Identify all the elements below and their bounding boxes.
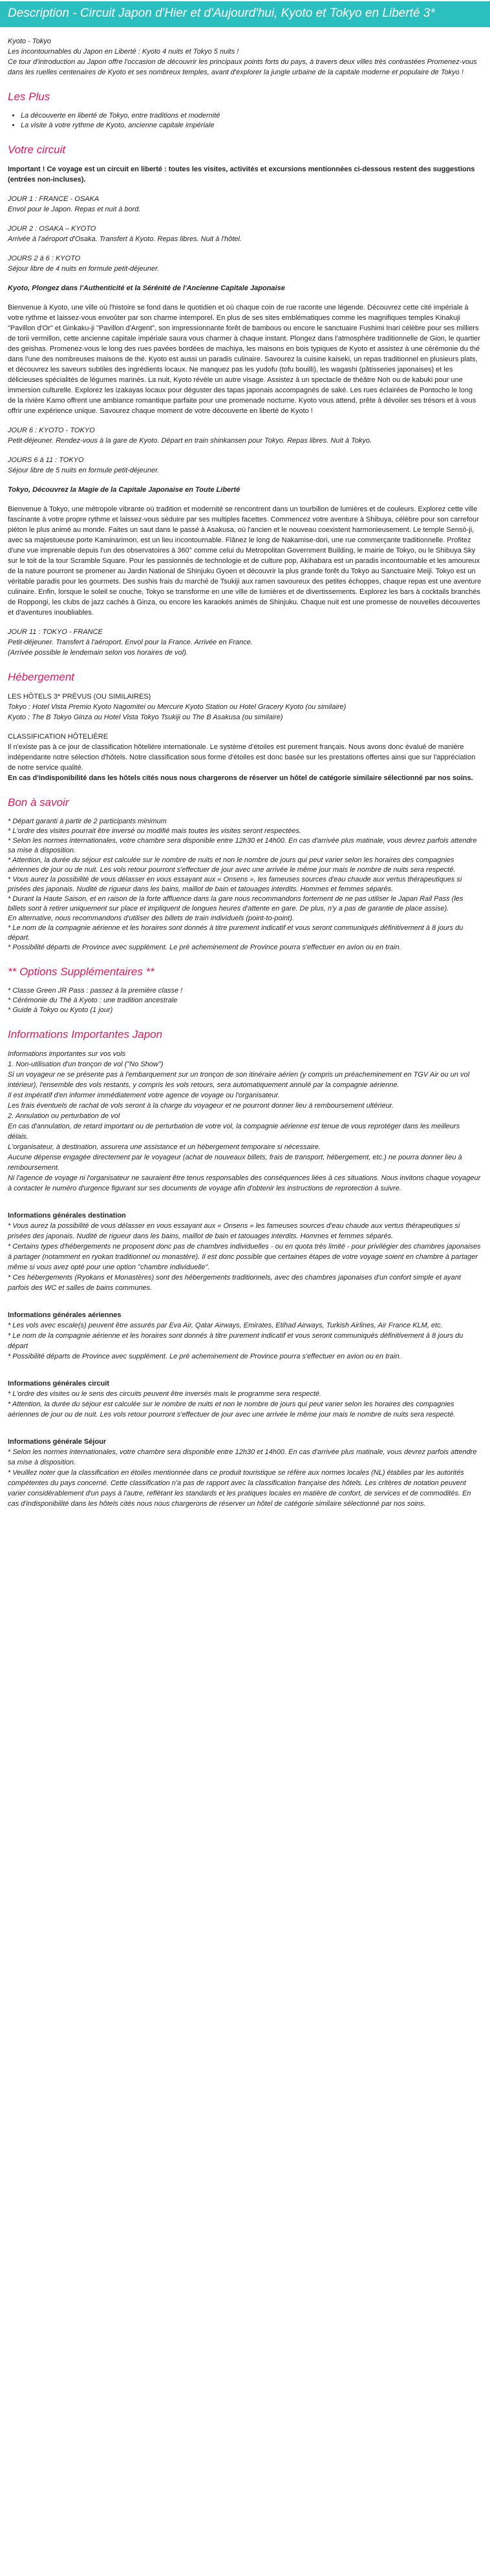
- bon-a-savoir-item: * Départ garanti à partir de 2 participants minimum: [8, 818, 167, 825]
- day2-6-text: Séjour libre de 4 nuits en formule petit-déjeuner.: [8, 265, 160, 273]
- kyoto-heading: Kyoto, Plongez dans l'Authenticité et la Sérénité de l'Ancienne Capitale Japonaise: [8, 284, 285, 292]
- dest-item: * Certains types d'hébergements ne proposent donc pas de chambres individuelles - ou en quota très limité - pour privilégier des chambres japonaises à partager (notamment en ryokan traditionnel ou monastère). Il est donc possible que certaines étapes de votre voyage soient en chambre à partager même si vous avez opté pour une option "chambre individuelle".: [8, 1243, 481, 1271]
- circ-title: Informations générales circuit: [8, 1380, 110, 1388]
- sej-title: Informations générale Séjour: [8, 1438, 107, 1446]
- day11-title: JOUR 11 : TOKYO - FRANCE: [8, 628, 103, 636]
- infos-p8: Aucune dépense engagée directement par le voyageur (achat de nouveaux billets, frais de transport, hébergement, etc.) ne pourra donner lieu à remboursement.: [8, 1154, 462, 1172]
- hotels-tokyo: Tokyo : Hotel Vista Premio Kyoto Nagomitei ou Mercure Kyoto Station ou Hotel Gracery Kyoto (ou similaire): [8, 703, 346, 711]
- hotels-kyoto: Kyoto : The B Tokyo Ginza ou Hotel Vista Tokyo Tsukiji ou The B Asakusa (ou similaire): [8, 713, 283, 721]
- title-banner: [0, 1, 490, 27]
- bon-a-savoir-item: * Vous aurez la possibilité de vous délasser en vous essayant aux « Onsens », les fameuses sources d'eau chaude aux vertus thérapeutiques si prisées des japonais. Nudité de rigueur dans les bains, maillot de bain et tatouages interdits. Hommes et femmes séparés.: [8, 876, 462, 893]
- day6-text: Petit-déjeuner. Rendez-vous à la gare de Kyoto. Départ en train shinkansen pour Tokyo. Repas libres. Nuit à Tokyo.: [8, 437, 372, 445]
- bon-a-savoir-item: * Attention, la durée du séjour est calculée sur le nombre de nuits et non le nombre de jours qui peut varier selon les horaires des compagnies aériennes de jour ou de nuit. Les vols retour pourront s'effectuer de jour avec une arrivée le même jour mais le nombre de nuits sera respecté.: [8, 856, 456, 874]
- hotels-subheading: LES HÔTELS 3* PRÉVUS (OU SIMILAIRES): [8, 693, 151, 701]
- aer-title: Informations générales aériennes: [8, 1311, 122, 1319]
- plus-item: • La visite à votre rythme de Kyoto, ancienne capitale impériale: [21, 121, 482, 131]
- dest-title: Informations générales destination: [8, 1212, 126, 1219]
- classification-bold: En cas d'indisponibilité dans les hôtels cités nous nous chargerons de réserver un hôtel de catégorie similaire sélectionné par nos soins.: [8, 774, 473, 782]
- aer-item: * Les vols avec escale(s) peuvent être assurés par Eva Air, Qatar Airways, Emirates, Etihad Airways, Turkish Airlines, Air France KLM, etc.: [8, 1322, 443, 1329]
- circuit-heading: Votre circuit: [8, 143, 66, 156]
- bon-a-savoir-item: * Durant la Haute Saison, et en raison de la forte affluence dans la gare nous recommandons fortement de ne pas utiliser le Japan Rail Pass (les billets sont à retirer uniquement sur place et impliquent de longues heures d'attente en gare. De plus, n'y a pas de garantie de place assise).: [8, 895, 463, 913]
- dest-item: * Ces hébergements (Ryokans et Monastères) sont des hébergements traditionnels, avec des chambres japonaises d'un confort simple et ayant parfois des WC et salles de bains communes.: [8, 1274, 461, 1292]
- intro-line2: Ce tour d'introduction au Japon offre l'occasion de découvrir les principaux points forts du pays, à travers deux villes très contrastées Promenez-vous dans les ruelles centenaires de Kyoto et ses nombreux temples, avant d'explorer la jungle urbaine de la capitale moderne et populaire de Tokyo !: [8, 58, 477, 76]
- content: [0, 36, 490, 1509]
- day2-6-title: JOURS 2 à 6 : KYOTO: [8, 255, 81, 262]
- intro-line1: Les incontournables du Japon en Liberté : Kyoto 4 nuits et Tokyo 5 nuits !: [8, 48, 239, 56]
- tokyo-heading: Tokyo, Découvrez la Magie de la Capitale Japonaise en Toute Liberté: [8, 486, 240, 494]
- infos-heading: Informations Importantes Japon: [8, 1028, 163, 1040]
- infos-p1: 1. Non-utilisation d'un tronçon de vol ("No Show"): [8, 1061, 164, 1068]
- infos-p7: L'organisateur, à destination, assurera une assistance et un hébergement temporaire si nécessaire.: [8, 1143, 321, 1151]
- infos-p2: Si un voyageur ne se présente pas à l'embarquement sur un tronçon de son itinéraire aérien (y compris un préacheminement en TGV Air ou un vol intérieur), l'ensemble des vols restants, y compris les vols retours, sera automatiquement annulé par la compagnie aérienne.: [8, 1071, 470, 1089]
- page-title: Description - Circuit Japon d'Hier et d'Aujourd'hui, Kyoto et Tokyo en Liberté 3*: [8, 6, 435, 20]
- options-list: [8, 986, 482, 1015]
- option-item: * Guide à Tokyo ou Kyoto (1 jour): [8, 1006, 113, 1014]
- bon-a-savoir-item: * Le nom de la compagnie aérienne et les horaires sont donnés à titre purement indicatif et vous seront communiqués définitivement à 8 jours du départ.: [8, 924, 463, 942]
- circ-item: * Attention, la durée du séjour est calculée sur le nombre de nuits et non le nombre de jours qui peut varier selon les horaires des compagnies aériennes de jour ou de nuit. Les vols retour pourront s'effectuer de jour avec une arrivée le même jour mais le nombre de nuits sera respecté.: [8, 1400, 456, 1419]
- dest-item: * Vous aurez la possibilité de vous délasser en vous essayant aux « Onsens » les fameuses sources d'eau chaude aux vertus thérapeutiques si prisées des japonais. Nudité de rigueur dans les bains, maillot de bain et tatouages interdits. Hommes et femmes séparés.: [8, 1222, 460, 1240]
- infos-p5: 2. Annulation ou perturbation de vol: [8, 1112, 120, 1120]
- sej-item: * Selon les normes internationales, votre chambre sera disponible entre 12h30 et 14h00. En cas d'arrivée plus matinale, vous devrez parfois attendre sa mise à disposition.: [8, 1448, 477, 1466]
- options-heading: ** Options Supplémentaires **: [8, 966, 154, 978]
- infos-p6: En cas d'annulation, de retard important ou de perturbation de votre vol, la compagnie aérienne est tenue de vous reprotéger dans les meilleurs délais.: [8, 1123, 460, 1141]
- plus-list: [8, 111, 482, 131]
- infos-intro: Informations importantes sur vos vols: [8, 1050, 126, 1058]
- classification-title: CLASSIFICATION HÔTELIÈRE: [8, 733, 109, 741]
- day2-text: Arrivée à l'aéroport d'Osaka. Transfert à Kyoto. Repas libres. Nuit à l'hôtel.: [8, 235, 242, 243]
- hebergement-heading: Hébergement: [8, 671, 75, 683]
- bon-a-savoir-item: En alternative, nous recommandons d'utiliser des billets de train individuels (point-to-point).: [8, 914, 294, 922]
- bon-a-savoir-heading: Bon à savoir: [8, 796, 69, 808]
- bon-a-savoir-list: [8, 817, 482, 953]
- plus-item: • La découverte en liberté de Tokyo, entre traditions et modernité: [21, 111, 482, 121]
- infos-p3: Il est impératif d'en informer immédiatement votre agence de voyage ou l'organisateur.: [8, 1092, 280, 1099]
- tokyo-text: Bienvenue à Tokyo, une métropole vibrante où tradition et modernité se rencontrent dans un tourbillon de lumières et de couleurs. Explorez cette ville fascinante à votre propre rythme et laissez-vous séduire par ses multiples facettes. Commencez votre aventure à Shibuya, célèbre pour son carrefour piéton le plus animé au monde. Faites un saut dans le passé à Asakusa, où l'ancien et le nouveau coexistent harmonieusement. Le temple Sensō-ji, avec sa majestueuse porte Kaminarimon, est un lieu incontournable. Flânez le long de Nakamise-dori, une rue commerçante traditionnelle. Profitez d'une vue imprenable depuis l'un des observatoires à 360° comme celui du Metropolitan Government Building, le mairie de Tokyo, ou le Shibuya Sky sur le toit de la tour Scramble Square. Pour les passionnés de technologie et de culture pop, Akihabara est un paradis incontournable et les amoureux de la nature pourront se promener au Jardin National de Shinjuku Gyoen et découvrir la plus grande forêt du Tokyo au Sanctuaire Meiji. Tokyo est un véritable paradis pour les gourmets. Des sushis frais du marché de Tsukiji aux ramen savoureux des petites échoppes, chaque repas est une aventure culinaire. Enfin, lorsque le soleil se couche, Tokyo se transforme en une ville de lumières et de divertissements. Explorez les bars à cocktails branchés de Roppongi, les clubs de jazz cachés à Ginza, ou encore les karaokés animés de Shinjuku. Chaque nuit est une promesse de nouvelles découvertes et d'aventures inoubliables.: [8, 505, 482, 617]
- day6-title: JOUR 6 : KYOTO - TOKYO: [8, 427, 95, 434]
- bon-a-savoir-item: * Selon les normes internationales, votre chambre sera disponible entre 12h30 et 14h00. En cas d'arrivée plus matinale, vous devrez parfois attendre sa mise à disposition.: [8, 837, 477, 854]
- aer-item: * Possibilité départs de Province avec supplément. Le pré acheminement de Province pourra s'effectuer en avion ou en train.: [8, 1353, 401, 1360]
- infos-p4: Les frais éventuels de rachat de vols seront à la charge du voyageur et ne pourront donner lieu à remboursement ultérieur.: [8, 1102, 394, 1110]
- day11-text: Petit-déjeuner. Transfert à l'aéroport. Envol pour la France. Arrivée en France.: [8, 639, 253, 646]
- day11-note: (Arrivée possible le lendemain selon vos horaires de vol).: [8, 649, 188, 657]
- day6-11-title: JOURS 6 à 11 : TOKYO: [8, 456, 84, 464]
- bon-a-savoir-item: * Possibilité départs de Province avec supplément. Le pré acheminement de Province pourra s'effectuer en avion ou en train.: [8, 944, 401, 951]
- circ-item: * L'ordre des visites ou le sens des circuits peuvent être inversés mais le programme sera respecté.: [8, 1390, 322, 1398]
- intro-subtitle: Kyoto - Tokyo: [8, 37, 51, 45]
- sej-item: * Veuillez noter que la classification en étoiles mentionnée dans ce produit touristique se réfère aux normes locales (NL) établies par les autorités compétentes du pays concerné. Cette classification n'a pas de rapport avec la classification française des hôtels. Les critères de notation peuvent varier considérablement d'un pays à l'autre, reflétant les standards et les pratiques locales en matière de confort, de services et de commodités. En cas d'indisponibilité dans les hôtels cités nous nous chargerons de réserver un hôtel de catégorie similaire sélectionné par nos soins.: [8, 1469, 471, 1508]
- plus-heading: Les Plus: [8, 90, 50, 103]
- day1-text: Envol pour le Japon. Repas et nuit à bord.: [8, 206, 141, 213]
- aer-item: * Le nom de la compagnie aérienne et les horaires sont donnés à titre purement indicatif et vous seront communiqués définitivement à 8 jours du départ: [8, 1332, 463, 1350]
- option-item: * Classe Green JR Pass : passez à la première classe !: [8, 987, 183, 995]
- kyoto-text: Bienvenue à Kyoto, une ville où l'histoire se fond dans le quotidien et où chaque coin de rue raconte une légende. Découvrez cette cité impériale à votre rythme et laissez-vous envoûter par son charme intemporel. En plus de ses sites emblématiques comme les magnifiques temples Kinakuji "Pavillon d'Or" et Ginkaku-ji "Pavillon d'Argent", son impressionnante forêt de bambous ou encore le sanctuaire Fushimi Inari célèbre pour ses milliers de torii vermillon, cette ancienne capitale impériale saura vous charmer à chaque instant. Plongez dans l'atmosphère traditionnelle de Gion, le quartier des geishas. Promenez-vous le long des rues pavées bordées de machiya, les maisons en bois typiques de Kyoto et assistez à une cérémonie du thé dans l'une des nombreuses maisons de thé. Kyoto est aussi un paradis culinaire. Savourez la cuisine kaiseki, un repas traditionnel en plusieurs plats, et découvrez les saveurs subtiles des ingrédients locaux. Ne manquez pas les yudofu (tofu bouilli), les wagashi (pâtisseries japonaises) et les délicieuses spécialités de légumes marinés. La nuit, Kyoto révèle un autre visage. Assistez à un spectacle de théâtre Noh ou de kabuki pour une immersion culturelle. Explorez les izakayas locaux pour déguster des tapas japonais accompagnés de saké. Les rues éclairées de Pontocho le long de la rivière Kamo offrent une ambiance romantique parfaite pour une promenade nocturne. Kyoto vous attend, prête à dévoiler ses trésors et à vous offrir une expérience unique. Savourez chaque moment de votre découverte en liberté de Kyoto !: [8, 304, 480, 415]
- day1-title: JOUR 1 : FRANCE - OSAKA: [8, 195, 100, 203]
- day6-11-text: Séjour libre de 5 nuits en formule petit-déjeuner.: [8, 467, 160, 474]
- option-item: * Cérémonie du Thé à Kyoto : une tradition ancestrale: [8, 997, 178, 1004]
- classification-text: Il n'existe pas à ce jour de classification hôtelière internationale. Le système d'étoiles est purement français. Nous avons donc évalué de manière indépendante notre sélection d'hôtels. Notre classification sous forme d'étoiles est donc basée sur les prestations offertes ainsi que sur l'appréciation de notre service qualité.: [8, 743, 476, 772]
- bon-a-savoir-item: * L'ordre des visites pourrait être inversé ou modifié mais toutes les visites seront respectées.: [8, 827, 301, 835]
- infos-p9: Ni l'agence de voyage ni l'organisateur ne sauraient être tenus responsables des conséquences liées à ces situations. Nous invitons chaque voyageur à contacter le numéro d'urgence figurant sur ses documents de voyage afin d'obtenir les instructions de reprotection à suivre.: [8, 1174, 481, 1192]
- day2-title: JOUR 2 : OSAKA – KYOTO: [8, 225, 96, 233]
- important-note: Important ! Ce voyage est un circuit en liberté : toutes les visites, activités et excursions mentionnées ci-dessous restent des suggestions (entrées non-incluses).: [8, 165, 475, 184]
